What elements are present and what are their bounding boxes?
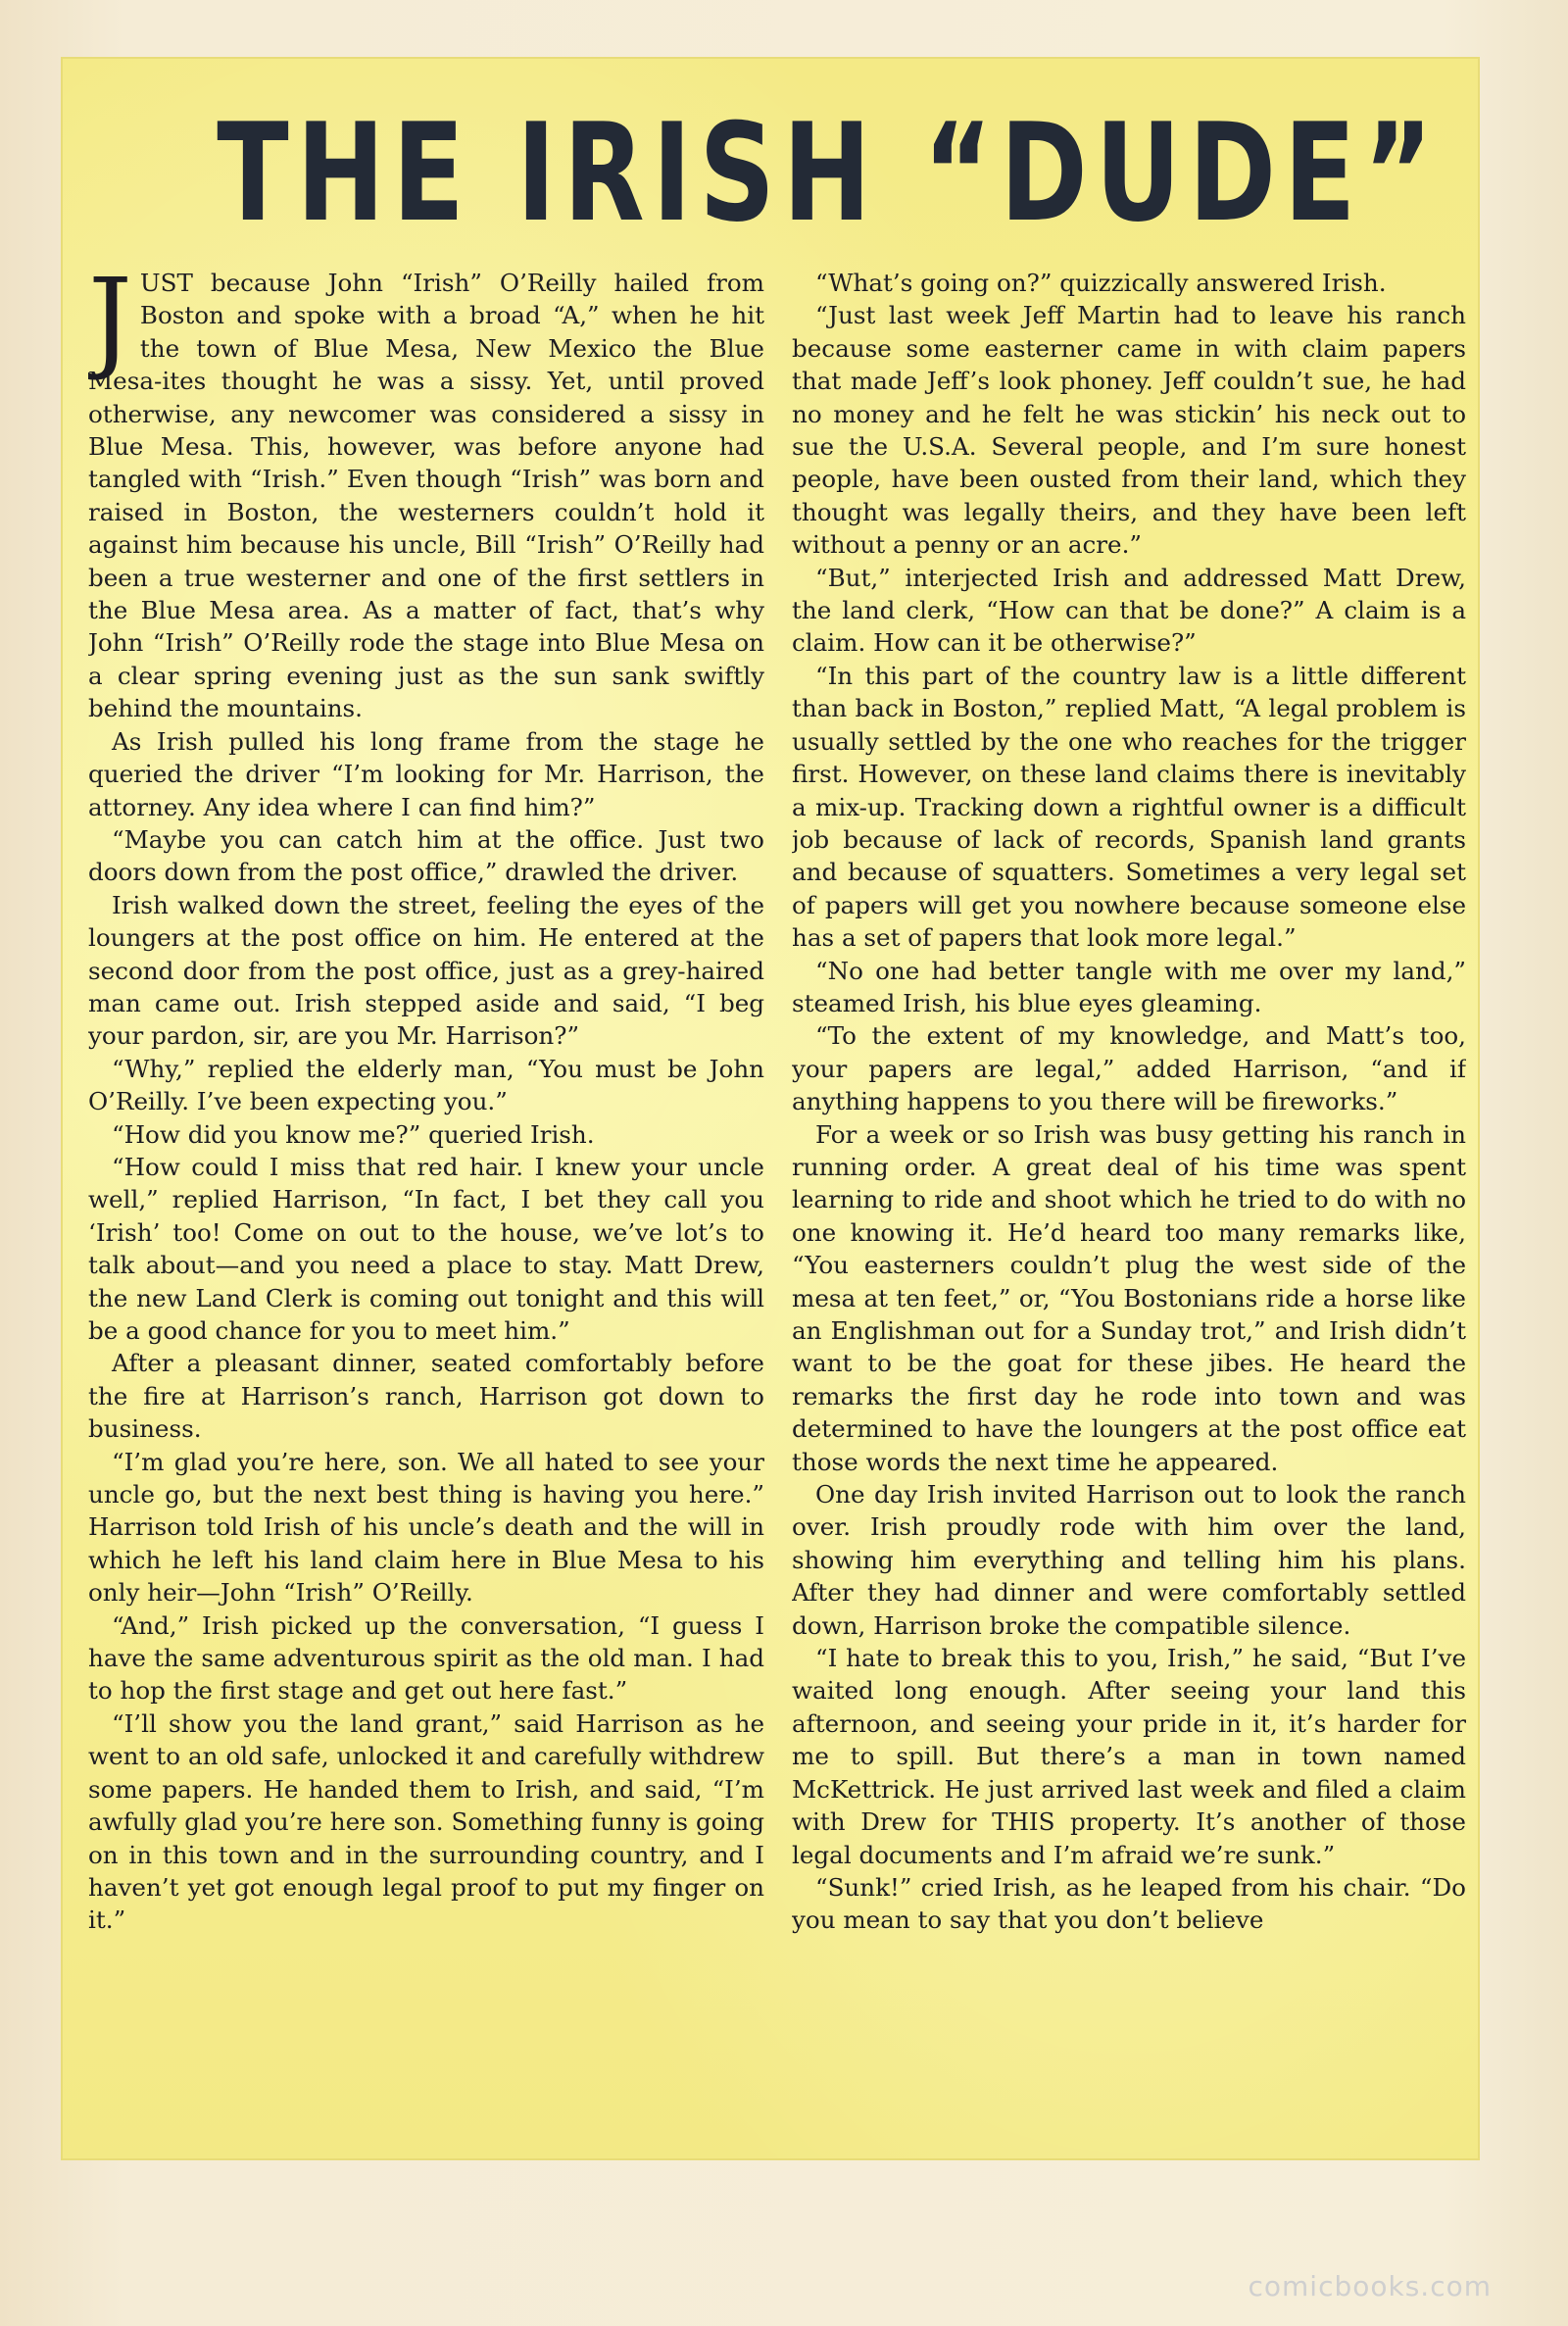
paragraph: “No one had better tangle with me over my land,” steamed Irish, his blue eyes gleaming.: [792, 956, 1466, 1017]
paragraph: “What’s going on?” quizzically answered Irish.: [815, 269, 1387, 297]
paragraph: “To the extent of my knowledge, and Matt’s too, your papers are legal,” added Harrison, “and if anything happens to you there will be fireworks.”: [792, 1021, 1466, 1116]
paragraph: “Maybe you can catch him at the office. Just two doors down from the post office,” drawled the driver.: [88, 824, 764, 887]
paragraph: After a pleasant dinner, seated comfortably before the fire at Harrison’s ranch, Harrison got down to business.: [88, 1349, 764, 1444]
paragraph: “And,” Irish picked up the conversation, “I guess I have the same adventurous spirit as the old man. I had to hop the first stage and get out here fast.”: [88, 1610, 764, 1706]
paragraph: “In this part of the country law is a little different than back in Boston,” replied Matt, “A legal problem is usually settled by the one who reaches for the trigger first. However, on these land claims there is inevitably a mix-up. Tracking down a rightful owner is a difficult job because of lack of records, Spanish land grants and because of squatters. Sometimes a very legal set of papers will get you nowhere because someone else has a set of papers that look more legal.”: [792, 661, 1466, 953]
paragraph: “How could I miss that red hair. I knew your uncle well,” replied Harrison, “In fact, I bet they call you ‘Irish’ too! Come on out to the house, we’ve lot’s to talk about—and you need a place to stay. Matt Drew, the new Land Clerk is coming out tonight and this will be a good chance for you to meet him.”: [88, 1152, 764, 1345]
left-column: [88, 267, 764, 2158]
paragraph: “But,” interjected Irish and addressed Matt Drew, the land clerk, “How can that be done?” A claim is a claim. How can it be otherwise?”: [792, 563, 1466, 658]
story-title: THE IRISH “DUDE”: [217, 94, 1441, 252]
paragraph: “Just last week Jeff Martin had to leave his ranch because some easterner came in with claim papers that made Jeff’s look phoney. Jeff couldn’t sue, he had no money and he felt he was stickin’ his neck out to sue the U.S.A. Several people, and I’m sure honest people, have been ousted from their land, which they thought was legally theirs, and they have been left without a penny or an acre.”: [792, 301, 1466, 560]
paragraph-text: UST because John “Irish” O’Reilly hailed from Boston and spoke with a broad “A,” when he hit the town of Blue Mesa, New Mexico the Blue Mesa-ites thought he was a sissy. Yet, until proved otherwise, any newcomer was considered a sissy in Blue Mesa. This, however, was before anyone had tangled with “Irish.” Even though “Irish” was born and raised in Boston, the westerners couldn’t hold it against him because his uncle, Bill “Irish” O’Reilly had been a true westerner and one of the first settlers in the Blue Mesa area. As a matter of fact, that’s why John “Irish” O’Reilly rode the stage into Blue Mesa on a clear spring evening just as the sun sank swiftly behind the mountains.: [88, 269, 764, 723]
paragraph: “Sunk!” cried Irish, as he leaped from his chair. “Do you mean to say that you don’t believe: [792, 1872, 1466, 1935]
paragraph: “Why,” replied the elderly man, “You must be John O’Reilly. I’ve been expecting you.”: [88, 1054, 764, 1116]
paragraph: “I’ll show you the land grant,” said Harrison as he went to an old safe, unlocked it and carefully withdrew some papers. He handed them to Irish, and said, “I’m awfully glad you’re here son. Something funny is going on in this town and in the surrounding country, and I haven’t yet got enough legal proof to put my finger on it.”: [88, 1708, 764, 1935]
paragraph: As Irish pulled his long frame from the stage he queried the driver “I’m looking for Mr. Harrison, the attorney. Any idea where I can find him?”: [88, 726, 764, 821]
paragraph: For a week or so Irish was busy getting his ranch in running order. A great deal of his time was spent learning to ride and shoot which he tried to do with no one knowing it. He’d heard too many remarks like, “You easterners couldn’t plug the west side of the mesa at ten feet,” or, “You Bostonians ride a horse like an Englishman out for a Sunday trot,” and Irish didn’t want to be the goat for these jibes. He heard the remarks the first day he rode into town and was determined to have the loungers at the post office eat those words the next time he appeared.: [792, 1119, 1466, 1476]
paragraph: [88, 267, 764, 725]
paragraph: “I hate to break this to you, Irish,” he said, “But I’ve waited long enough. After seeing your land this afternoon, and seeing your pride in it, it’s harder for me to spill. But there’s a man in town named McKettrick. He just arrived last week and filed a claim with Drew for THIS property. It’s another of those legal documents and I’m afraid we’re sunk.”: [792, 1644, 1466, 1869]
paragraph: Irish walked down the street, feeling the eyes of the loungers at the post office on him. He entered at the second door from the post office, just as a grey-haired man came out. Irish stepped aside and said, “I beg your pardon, sir, are you Mr. Harrison?”: [88, 890, 764, 1051]
drop-cap: J: [88, 267, 132, 383]
paragraph: “How did you know me?” queried Irish.: [112, 1119, 595, 1149]
paragraph: One day Irish invited Harrison out to look the ranch over. Irish proudly rode with him over the land, showing him everything and telling him his plans. After they had dinner and were comfortably settled down, Harrison broke the compatible silence.: [792, 1480, 1466, 1640]
right-column: [792, 267, 1466, 2158]
site-watermark: comicbooks.com: [1248, 2270, 1492, 2302]
paragraph: “I’m glad you’re here, son. We all hated to see your uncle go, but the next best thing is having you here.” Harrison told Irish of his uncle’s death and the will in which he left his land claim here in Blue Mesa to his only heir—John “Irish” O’Reilly.: [88, 1447, 764, 1608]
